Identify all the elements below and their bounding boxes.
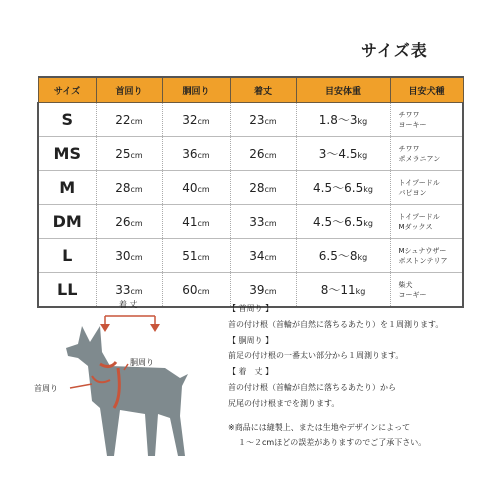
chest-value: 60 [182,282,198,297]
page-title: サイズ表 [361,41,428,60]
breed-line: ヨーキー [398,120,427,129]
unit: cm [130,150,143,160]
neck-value: 30 [115,248,131,263]
unit: kg [357,253,368,262]
table-row [38,137,463,171]
neck-value: 22 [115,112,131,127]
length-value: 34 [249,248,265,263]
unit: cm [197,116,210,126]
chest-note-title: 【 胴周り 】 [228,335,274,345]
size-cell: DM [38,205,96,239]
length-note-text-1: 首の付け根（首輪が自然に落ちるあたり）から [228,382,396,392]
unit: cm [130,252,143,262]
unit: cm [130,286,143,296]
unit: cm [130,116,143,126]
unit: cm [197,184,210,194]
breed-line: トイプードル [398,212,440,221]
table-row [38,171,463,205]
size-cell: S [38,103,96,137]
breed-line: トイプードル [398,178,440,187]
breed-cell [390,137,463,171]
chest-note-text: 前足の付け根の一番太い部分から１周測ります。 [228,351,404,361]
length-note-text-2: 尻尾の付け根までを測ります。 [228,398,340,408]
length-value: 33 [249,214,265,229]
neck-value: 26 [115,214,131,229]
size-cell: MS [38,137,96,171]
breed-line: パピヨン [398,188,427,197]
unit: cm [264,150,277,160]
chest-value: 36 [182,146,198,161]
size-cell: L [38,239,96,273]
chest-cell [162,205,230,239]
neck-value: 25 [115,146,131,161]
neck-label: 首周り [34,384,58,393]
disclaimer-line-1: ※商品には縫製上、または生地やデザインによって [228,422,411,432]
weight-cell [296,205,390,239]
neck-note-text: 首の付け根（首輪が自然に落ちるあたり）を１周測ります。 [228,319,444,329]
header-length: 着丈 [230,77,296,103]
weight-value: 4.5～6.5 [313,215,364,229]
unit: cm [264,116,277,126]
dog-body [66,326,188,456]
length-value: 39 [249,282,265,297]
table-row [38,239,463,273]
length-value: 23 [249,112,265,127]
neck-cell [96,171,162,205]
length-value: 26 [249,146,265,161]
chest-cell [162,137,230,171]
size-cell: M [38,171,96,205]
length-cell [230,239,296,273]
disclaimer-line-2: １～２cmほどの誤差がありますのでご了承下さい。 [238,438,427,448]
neck-value: 33 [115,282,131,297]
header-breed: 目安犬種 [390,77,463,103]
length-arrow-left-head [100,324,110,332]
header-neck: 首回り [96,77,162,103]
table-row [38,205,463,239]
unit: cm [197,218,210,228]
weight-cell [296,103,390,137]
unit: cm [264,218,277,228]
breed-line: チワワ [398,144,420,153]
neck-value: 28 [115,180,131,195]
chest-cell [162,239,230,273]
length-value: 28 [249,180,265,195]
chest-value: 40 [182,180,198,195]
header-chest: 胴回り [162,77,230,103]
unit: kg [357,117,368,126]
table-row [38,103,463,137]
length-note-title: 【 着 丈 】 [228,367,274,377]
measurement-notes [228,301,478,451]
chest-value: 51 [182,248,198,263]
unit: cm [197,150,210,160]
weight-cell [296,239,390,273]
length-label: 着 丈 [119,300,138,309]
breed-cell [390,171,463,205]
size-table [37,76,464,308]
breed-cell [390,205,463,239]
neck-cell [96,239,162,273]
unit: kg [363,219,373,228]
size-cell: LL [38,273,96,308]
weight-cell [296,171,390,205]
weight-value: 8～11 [320,283,356,297]
unit: kg [357,151,368,160]
chest-value: 32 [182,112,198,127]
weight-value: 6.5～8 [318,249,358,263]
unit: cm [197,252,210,262]
unit: cm [130,218,143,228]
length-cell [230,103,296,137]
neck-cell [96,103,162,137]
length-cell [230,205,296,239]
length-cell [230,171,296,205]
breed-line: ボストンテリア [398,256,448,265]
breed-line: 柴犬 [398,280,413,289]
breed-line: Mダックス [398,222,433,231]
breed-cell [390,239,463,273]
chest-label: 胴周り [130,358,154,367]
header-size: サイズ [38,77,96,103]
unit: cm [197,286,210,296]
neck-note-title: 【 首周り 】 [228,304,274,313]
table-header-row [38,77,463,103]
weight-value: 1.8～3 [318,113,358,127]
unit: kg [355,287,366,296]
weight-value: 4.5～6.5 [313,181,364,195]
dog-measurement-diagram [30,296,215,471]
chest-cell [162,103,230,137]
unit: cm [264,184,277,194]
unit: cm [130,184,143,194]
neck-pointer [70,384,92,388]
breed-cell [390,103,463,137]
unit: kg [363,185,373,194]
unit: cm [264,286,277,296]
unit: cm [264,252,277,262]
weight-value: 3～4.5 [318,147,358,161]
header-weight: 目安体重 [296,77,390,103]
neck-cell [96,137,162,171]
breed-line: Mシュナウザー [398,246,447,255]
breed-line: コーギー [398,290,427,299]
neck-cell [96,205,162,239]
weight-cell [296,137,390,171]
chest-value: 41 [182,214,198,229]
breed-line: ポメラニアン [398,154,441,163]
breed-line: チワワ [398,110,420,119]
chest-cell [162,171,230,205]
length-cell [230,137,296,171]
length-arrow-right-head [150,324,160,332]
